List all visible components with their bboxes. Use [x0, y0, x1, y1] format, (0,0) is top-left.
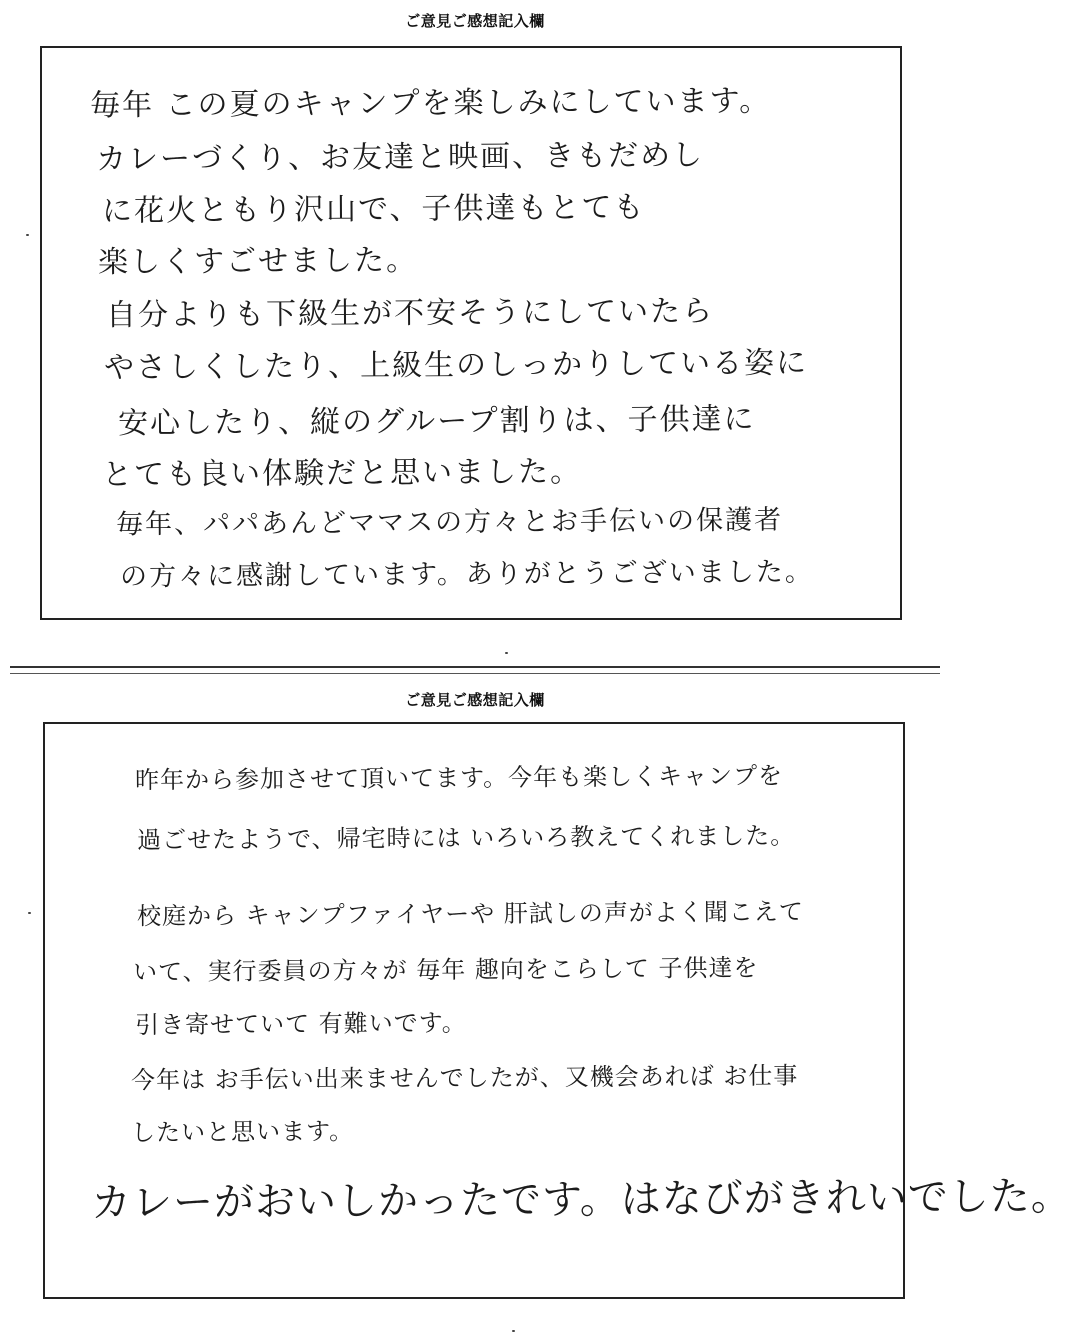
handwritten-line: とても良い体験だと思いました。: [101, 454, 583, 493]
handwritten-line: 過ごせたようで、帰宅時には いろいろ教えてくれました。: [136, 821, 796, 855]
handwritten-line: の方々に感謝しています。ありがとうございました。: [119, 556, 814, 593]
handwritten-line: 今年は お手伝い出来ませんでしたが、又機会あれば お仕事: [130, 1061, 799, 1095]
handwritten-line: カレーがおいしかったです。はなびがきれいでした。: [90, 1173, 1072, 1227]
scan-speck: [26, 234, 29, 236]
handwritten-line: 校庭から キャンプファイヤーや 肝試しの声がよく聞こえて: [136, 897, 804, 931]
comment-card-1: [40, 46, 902, 620]
comment-card-2: [43, 722, 1072, 1299]
handwritten-line: 毎年 この夏のキャンプを楽しみにしています。: [89, 83, 772, 124]
handwritten-line: いて、実行委員の方々が 毎年 趣向をこらして 子供達を: [132, 953, 759, 987]
form-title: ご意見ご感想記入欄: [405, 12, 545, 30]
scan-speck: [505, 652, 508, 654]
handwritten-line: 昨年から参加させて頂いてます。今年も楽しくキャンプを: [134, 761, 784, 795]
handwritten-line: 引き寄せていて 有難いです。: [134, 1008, 467, 1040]
handwritten-line: やさしくしたり、上級生のしっかりしている姿に: [103, 345, 809, 386]
handwritten-line: に花火ともり沢山で、子供達もとても: [101, 190, 646, 229]
scan-speck: [28, 912, 31, 914]
handwritten-line: 安心したり、縦のグループ割りは、子供達に: [117, 401, 756, 442]
handwritten-line: 楽しくすごせました。: [97, 242, 419, 281]
section-divider: [10, 666, 940, 668]
handwritten-line: カレーづくり、お友達と映画、きもだめし: [95, 137, 705, 178]
form-title: ご意見ご感想記入欄: [405, 691, 545, 709]
handwritten-line: 自分よりも下級生が不安そうにしていたら: [105, 293, 715, 334]
scan-speck: [512, 1330, 515, 1332]
section-divider: [10, 673, 940, 674]
handwritten-line: 毎年、パパあんどママスの方々とお手伝いの保護者: [115, 504, 784, 541]
handwritten-line: したいと思います。: [130, 1117, 355, 1147]
